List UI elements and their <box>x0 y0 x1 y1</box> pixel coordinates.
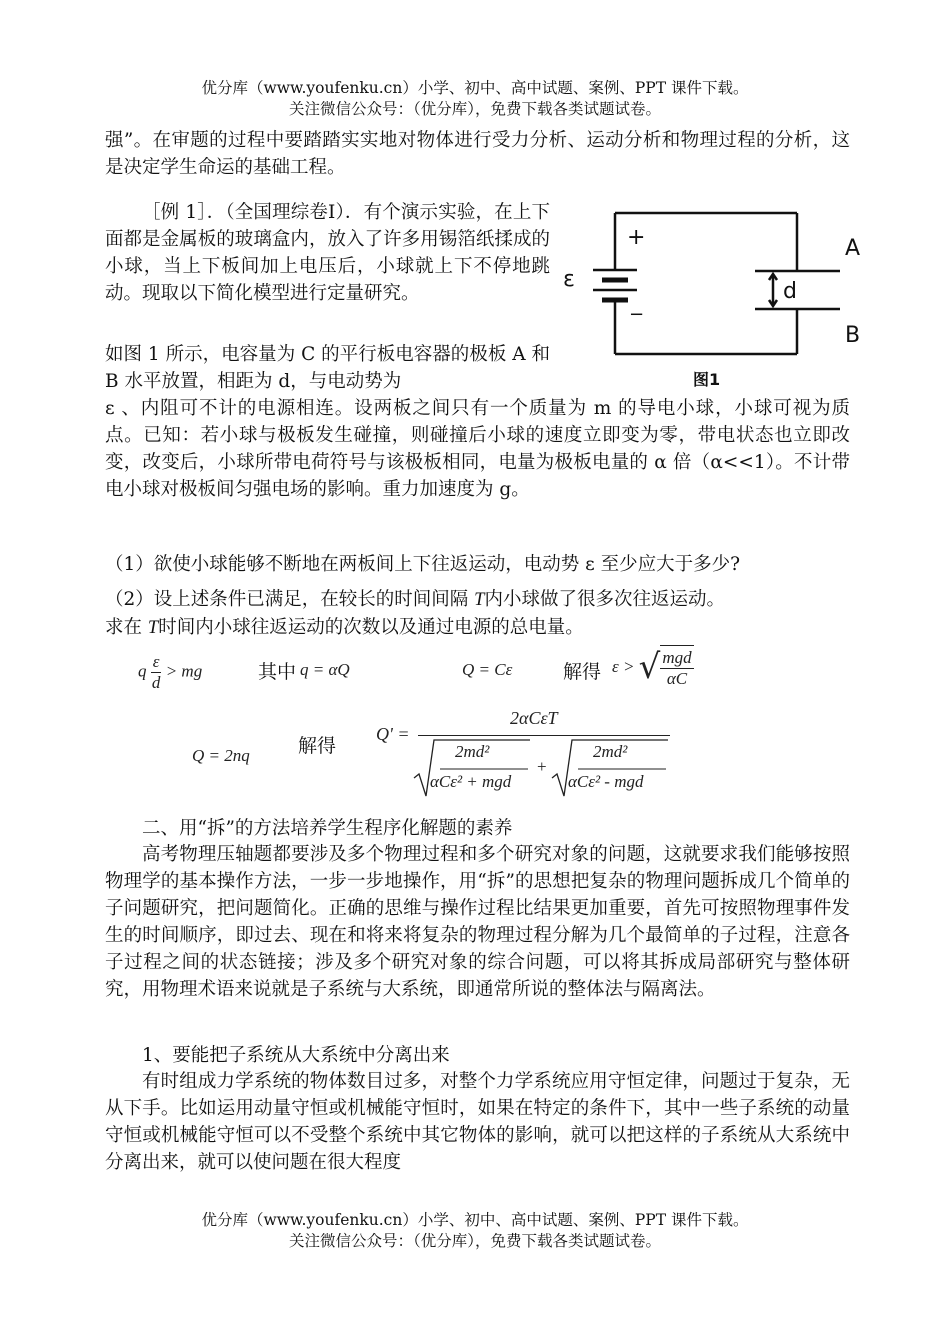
plus-sign: + <box>627 225 646 250</box>
solve-label-2: 解得 <box>298 735 337 757</box>
circuit-figure <box>555 208 875 393</box>
question-3-text-b: 时间内小球往返运动的次数以及通过电源的总电量。 <box>158 617 584 638</box>
radical-2-numerator: 2md² <box>593 742 628 761</box>
question-2-text-a: （2）设上述条件已满足，在较长的时间间隔 <box>105 589 475 610</box>
page-header <box>0 78 950 120</box>
subsection-1-title: 1、要能把子系统从大系统中分离出来 <box>142 1045 450 1066</box>
time-symbol: T <box>474 590 485 610</box>
formula-q-prime-numerator: 2αCεT <box>510 708 558 728</box>
formula-q-prime-lhs: Q' = <box>376 724 410 744</box>
section-2-paragraph-2: 有时组成力学系统的物体数目过多，对整个力学系统应用守恒定律，问题过于复杂，无从下手。比如运用动量守恒或机械能守恒时，如果在特定的条件下，其中一些子系统的动量守恒或机械能守恒可以不受整个系统中其它物体的影响，就可以把这样的子系统从大系统中分离出来，就可以使问题在很大程度 <box>105 1071 850 1173</box>
figure-caption: 图1 <box>693 370 721 389</box>
question-3-text-a: 求在 <box>105 617 148 638</box>
formula-q: q <box>138 661 147 681</box>
where-label: 其中 <box>258 661 297 683</box>
footer-line-1: 优分库（www.youfenku.cn）小学、初中、高中试题、案例、PPT 课件下载。 <box>201 1211 749 1229</box>
sqrt-numerator: mgd <box>662 648 692 667</box>
section-2-paragraph-1: 高考物理压轴题都要涉及多个物理过程和多个研究对象的问题，这就要求我们能够按照物理学的基本操作方法，一步一步地操作，用“拆”的思想把复杂的物理问题拆成几个简单的子问题研究，把问题简化。正确的思维与操作过程比结果更加重要，首先可按照物理事件发生的时间顺序，即过去、现在和将来将复杂的物理过程分解为几个最简单的子过程，注意各子过程之间的状态链接；涉及多个研究对象的综合问题，可以将其拆成局部研究与整体研究，用物理术语来说就是子系统与大系统，即通常所说的整体法与隔离法。 <box>105 844 850 1000</box>
header-line-1: 优分库（www.youfenku.cn）小学、初中、高中试题、案例、PPT 课件下载。 <box>201 79 749 97</box>
example-paragraph-2-rest: ε 、内阻可不计的电源相连。设两板之间只有一个质量为 m 的导电小球，小球可视为质点。已知：若小球与极板发生碰撞，则碰撞后小球的速度立即变为零，带电状态也立即改变，改变后，小球所带电荷符号与该极板相同，电量为极板电量的 α 倍（α<<1）。不计带电小球对极板间匀强电场的影响。重力加速度为 g。 <box>105 398 850 500</box>
formula-rhs: > mg <box>165 661 203 681</box>
distance-label: d <box>783 279 797 304</box>
plate-a-label: A <box>845 236 861 261</box>
fraction-denominator: d <box>151 673 161 692</box>
fraction-eps-d <box>151 652 162 693</box>
header-line-2: 关注微信公众号：（优分库），免费下载各类试题试卷。 <box>288 100 661 118</box>
formula-plus: + <box>537 757 547 776</box>
emf-label: ε <box>563 267 575 292</box>
example-paragraph-1 <box>105 199 550 307</box>
question-1: （1）欲使小球能够不断地在两板间上下往返运动，电动势 ε 至少应大于多少? <box>105 554 741 575</box>
sqrt-sign: √ <box>638 647 661 687</box>
sqrt-fraction <box>660 645 693 689</box>
intro-paragraph: 强”。在审题的过程中要踏踏实实地对物体进行受力分析、运动分析和物理过程的分析，这是决定学生命运的基础工程。 <box>105 130 850 178</box>
formula-q-capacitance: Q = Cε <box>462 660 513 679</box>
question-2-text-b: 内小球做了很多次往返运动。 <box>484 589 725 610</box>
radical-1-numerator: 2md² <box>455 742 490 761</box>
formula-q-alpha: q = αQ <box>300 660 350 679</box>
solve-label-1: 解得 <box>563 661 602 683</box>
time-symbol-2: T <box>147 618 159 638</box>
formula-eps-lhs: ε > <box>612 657 635 676</box>
page-footer <box>0 1210 950 1252</box>
formula-total-charge: Q = 2nq <box>192 746 250 765</box>
example-paragraph-2-top: 如图 1 所示，电容量为 C 的平行板电容器的极板 A 和 B 水平放置，相距为 d，与电动势为 <box>105 344 550 392</box>
minus-sign: − <box>629 304 645 325</box>
plate-b-label: B <box>845 323 861 348</box>
footer-line-2: 关注微信公众号：（优分库），免费下载各类试题试卷。 <box>288 1232 661 1250</box>
formula-force-balance <box>138 652 202 693</box>
fraction-numerator: ε <box>152 652 160 671</box>
question-2-line-2 <box>105 613 584 639</box>
radical-2-denominator: αCε² - mgd <box>568 772 644 791</box>
radical-1-denominator: αCε² + mgd <box>430 772 512 791</box>
main-fraction-bar <box>418 735 670 736</box>
section-2-title: 二、用“拆”的方法培养学生程序化解题的素养 <box>142 818 513 839</box>
question-2-line-1 <box>105 585 725 611</box>
example-text: ［例 1］．（全国理综卷Ⅰ）．有个演示实验，在上下面都是金属板的玻璃盒内，放入了许多用锡箔纸揉成的小球，当上下板间加上电压后，小球就上下不停地跳动。现取以下简化模型进行定量研究。 <box>105 202 550 304</box>
formula-epsilon-min <box>612 645 694 689</box>
sqrt-denominator: αC <box>666 669 688 688</box>
